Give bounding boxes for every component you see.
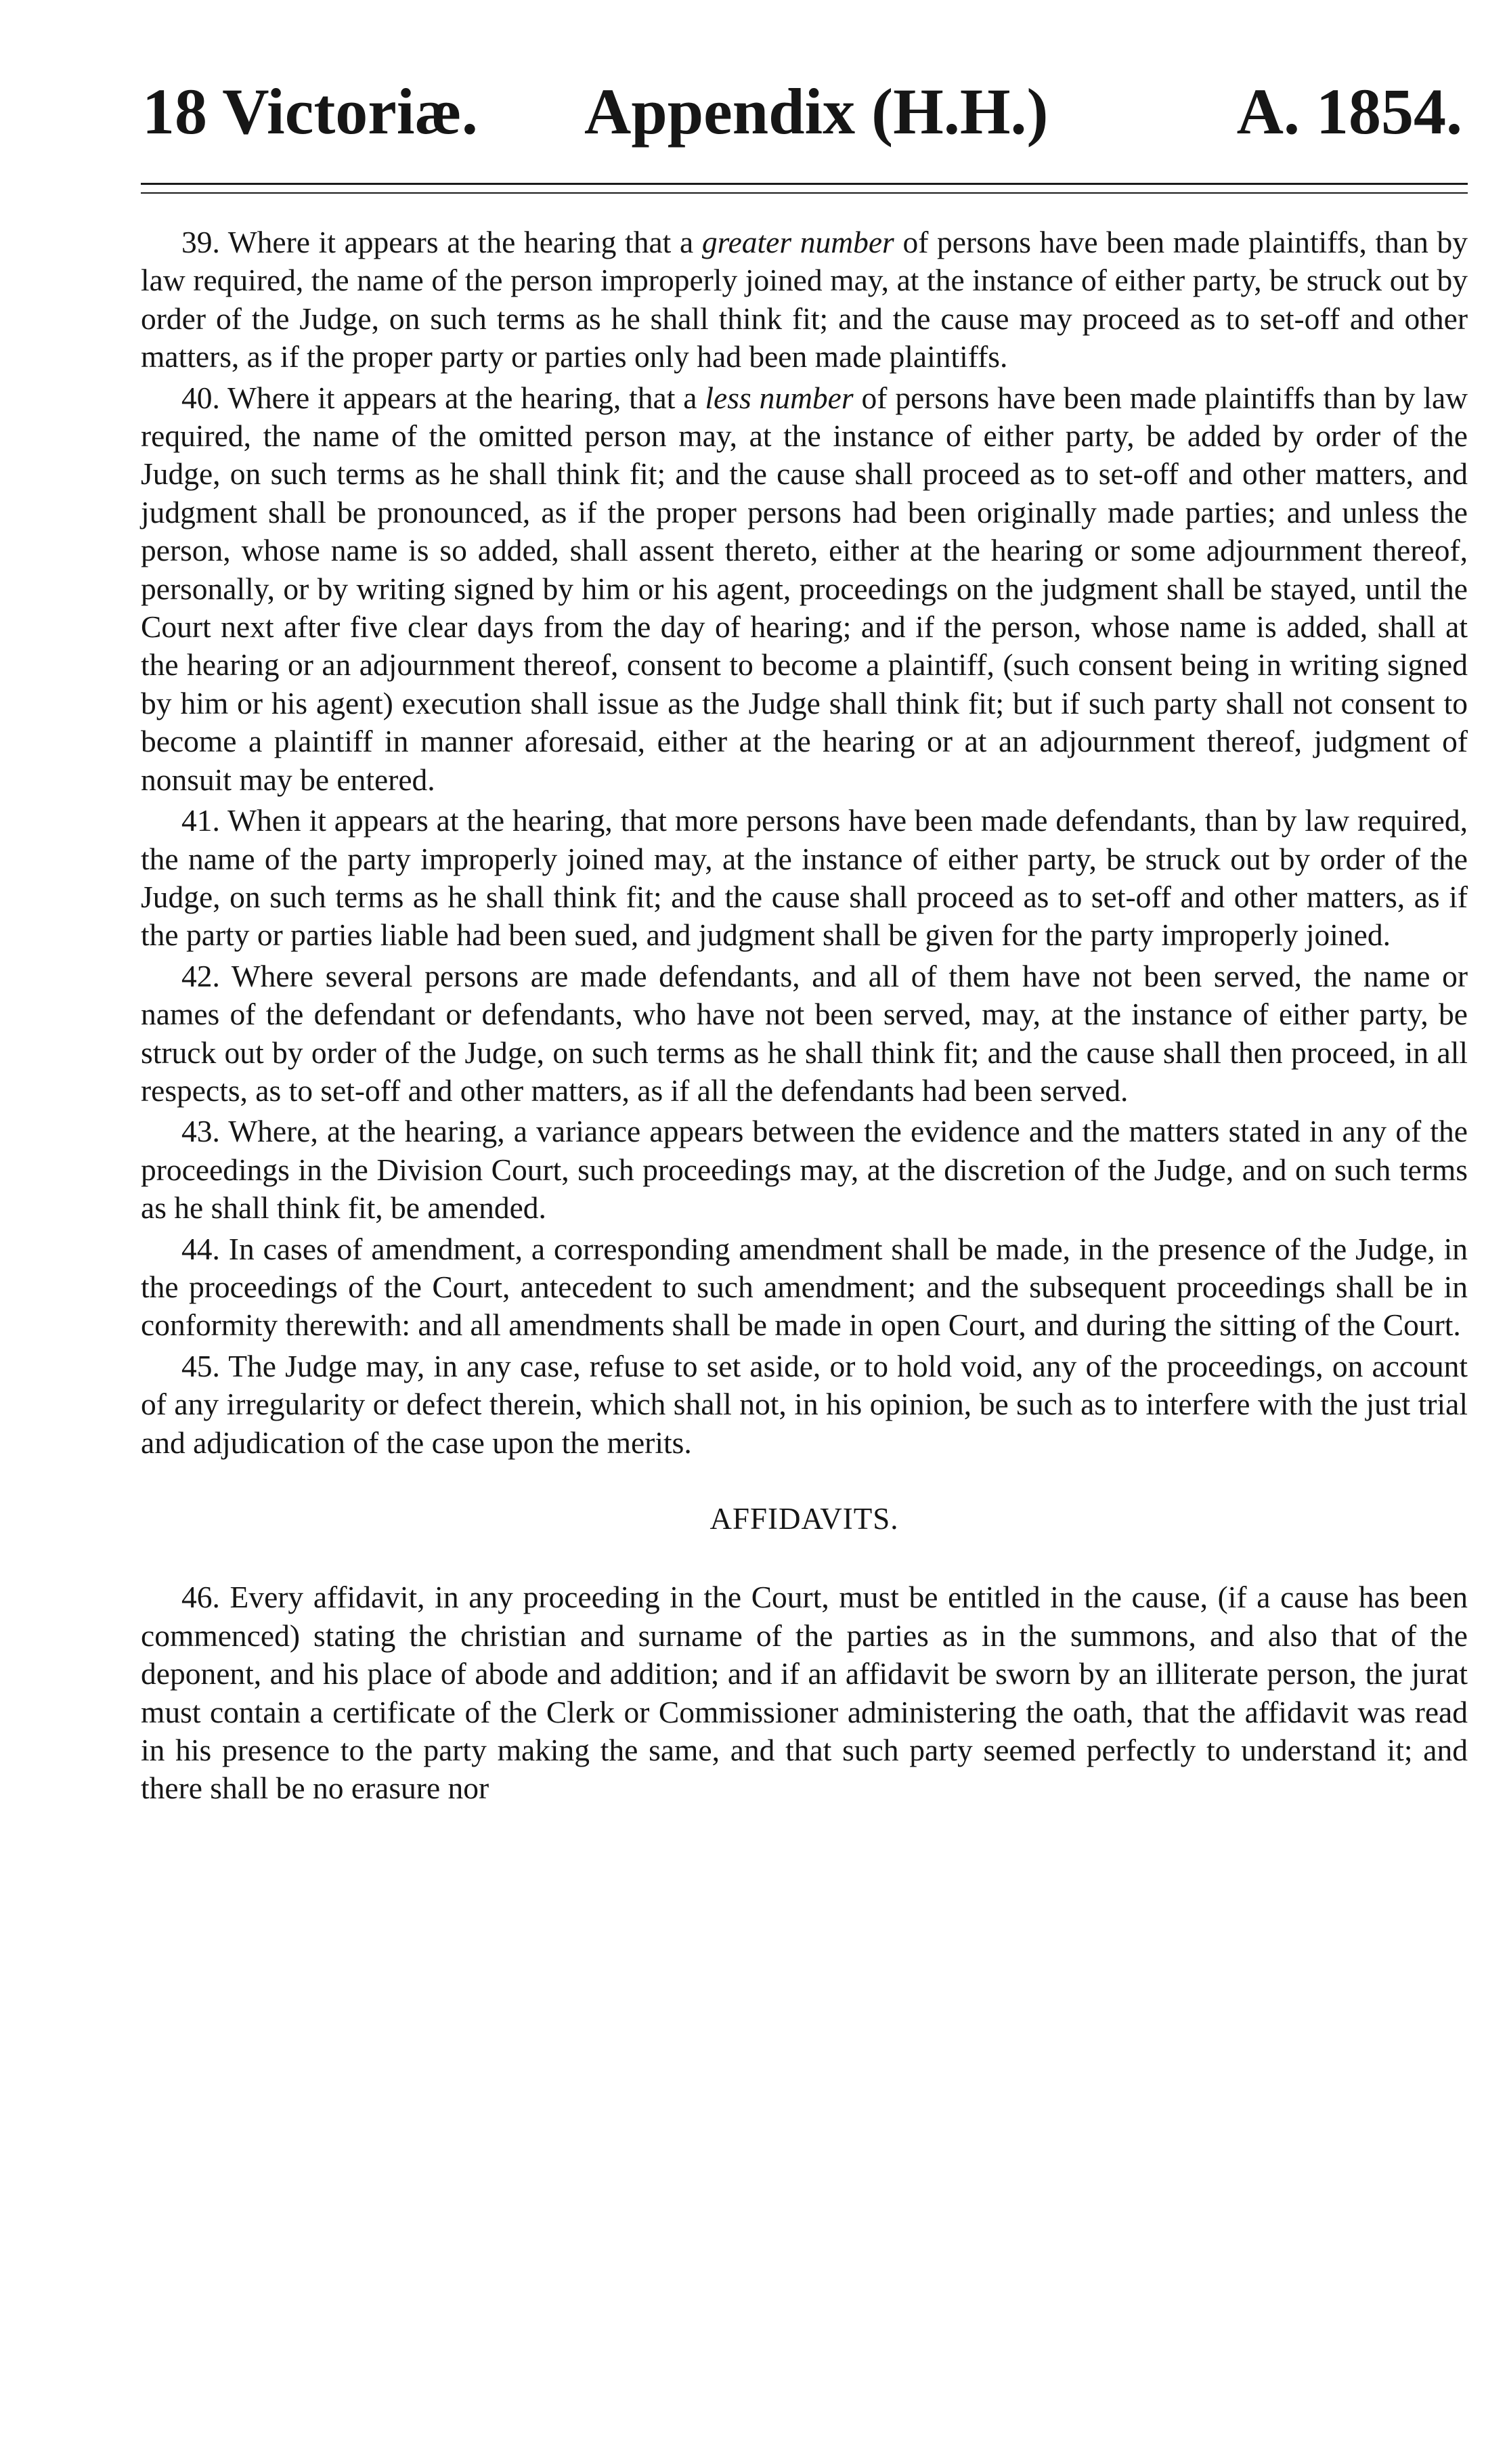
document-body: [141, 223, 1468, 1811]
section-text: Where, at the hearing, a variance appears between the evidence and the matters stated in any of the proceedings in the Division Court, such proceedings may, at the discretion of the Judge, and on such terms as he shall think fit, be amended.: [141, 1114, 1468, 1226]
header-appendix: Appendix (H.H.): [584, 75, 1049, 148]
section-text: Every affidavit, in any proceeding in the Court, must be entitled in the cause, (if a cause has been commenced) stating the christian and surname of the parties as in the summons, and also that of the deponent, and his place of abode and addition; and if an affidavit be sworn by an illiterate person, the jurat must contain a certificate of the Clerk or Commissioner administering the oath, that the affidavit was read in his presence to the party making the same, and that such party seemed perfectly to understand it; and there shall be no erasure nor: [141, 1580, 1468, 1806]
header-rule-thick: [141, 183, 1468, 185]
section-text: The Judge may, in any case, refuse to set aside, or to hold void, any of the proceedings, on account of any irregularity or defect therein, which shall not, in his opinion, be such as to interfere with the just trial and adjudication of the case upon the merits.: [141, 1348, 1468, 1460]
section-42: [141, 957, 1468, 1110]
section-text-rest: of persons have been made plaintiffs, than by law required, the name of the person improperly joined may, at the instance of either party, be struck out by order of the Judge, on such terms as he shall think fit; and the cause may proceed as to set-off and other matters, as if the proper party or parties only had been made plaintiffs.: [141, 225, 1468, 374]
section-40: [141, 379, 1468, 799]
section-text-rest: of persons have been made plaintiffs than by law required, the name of the omitted person may, at the instance of either party, be added by order of the Judge, on such terms as he shall think fit; and the cause shall proceed as to set-off and other matters, and judgment shall be pronounced, as if the proper persons had been originally made parties; and unless the person, whose name is so added, shall assent thereto, either at the hearing or some adjournment thereof, personally, or by writing signed by him or his agent, proceedings on the judgment shall be stayed, until the Court next after five clear days from the day of hearing; and if the person, whose name is added, shall at the hearing or an adjournment thereof, consent to become a plaintiff, (such consent being in writing signed by him or his agent) execution shall issue as the Judge shall think fit; but if such party shall not consent to become a plaintiff in manner aforesaid, either at the hearing or at an adjournment thereof, judgment of nonsuit may be entered.: [141, 380, 1468, 797]
section-text: When it appears at the hearing, that more persons have been made defendants, than by law required, the name of the party improperly joined may, at the instance of either party, be struck out by order of the Judge, on such terms as he shall think fit; and the cause shall proceed as to set-off and other matters, as if the party or parties liable had been sued, and judgment shall be given for the party improperly joined.: [141, 803, 1468, 953]
section-text-start: Where it appears at the hearing, that a: [227, 380, 697, 415]
section-emphasis: greater number: [701, 225, 894, 259]
section-44: [141, 1230, 1468, 1345]
section-text-start: Where it appears at the hearing that a: [227, 225, 694, 259]
section-emphasis: less number: [705, 380, 854, 415]
section-number: 44.: [181, 1231, 220, 1266]
section-43: [141, 1112, 1468, 1227]
header-rule-thin: [141, 192, 1468, 194]
document-page: [141, 0, 1468, 2464]
section-number: 41.: [181, 803, 220, 838]
header-session: 18 Victoriæ.: [142, 75, 478, 148]
section-39: [141, 223, 1468, 376]
page-header: [141, 74, 1468, 149]
section-text: In cases of amendment, a corresponding amendment shall be made, in the presence of the Judge, in the proceedings of the Court, antecedent to such amendment; and the subsequent proceedings shall be in conformity therewith: and all amendments shall be made in open Court, and during the sitting of the Court.: [141, 1231, 1468, 1343]
section-number: 40.: [181, 380, 220, 415]
section-number: 39.: [181, 225, 220, 259]
section-45: [141, 1347, 1468, 1462]
header-year: A. 1854.: [1236, 75, 1462, 148]
section-number: 42.: [181, 958, 220, 993]
section-heading-affidavits: AFFIDAVITS.: [709, 1502, 899, 1536]
section-number: 43.: [181, 1114, 220, 1149]
section-number: 45.: [181, 1348, 220, 1383]
section-46: [141, 1578, 1468, 1807]
section-text: Where several persons are made defendants, and all of them have not been served, the name or names of the defendant or defendants, who have not been served, may, at the instance of either party, be struck out by order of the Judge, on such terms as he shall think fit; and the cause shall then proceed, in all respects, as to set-off and other matters, as if all the defendants had been served.: [141, 958, 1468, 1108]
section-41: [141, 802, 1468, 955]
section-number: 46.: [181, 1580, 220, 1615]
